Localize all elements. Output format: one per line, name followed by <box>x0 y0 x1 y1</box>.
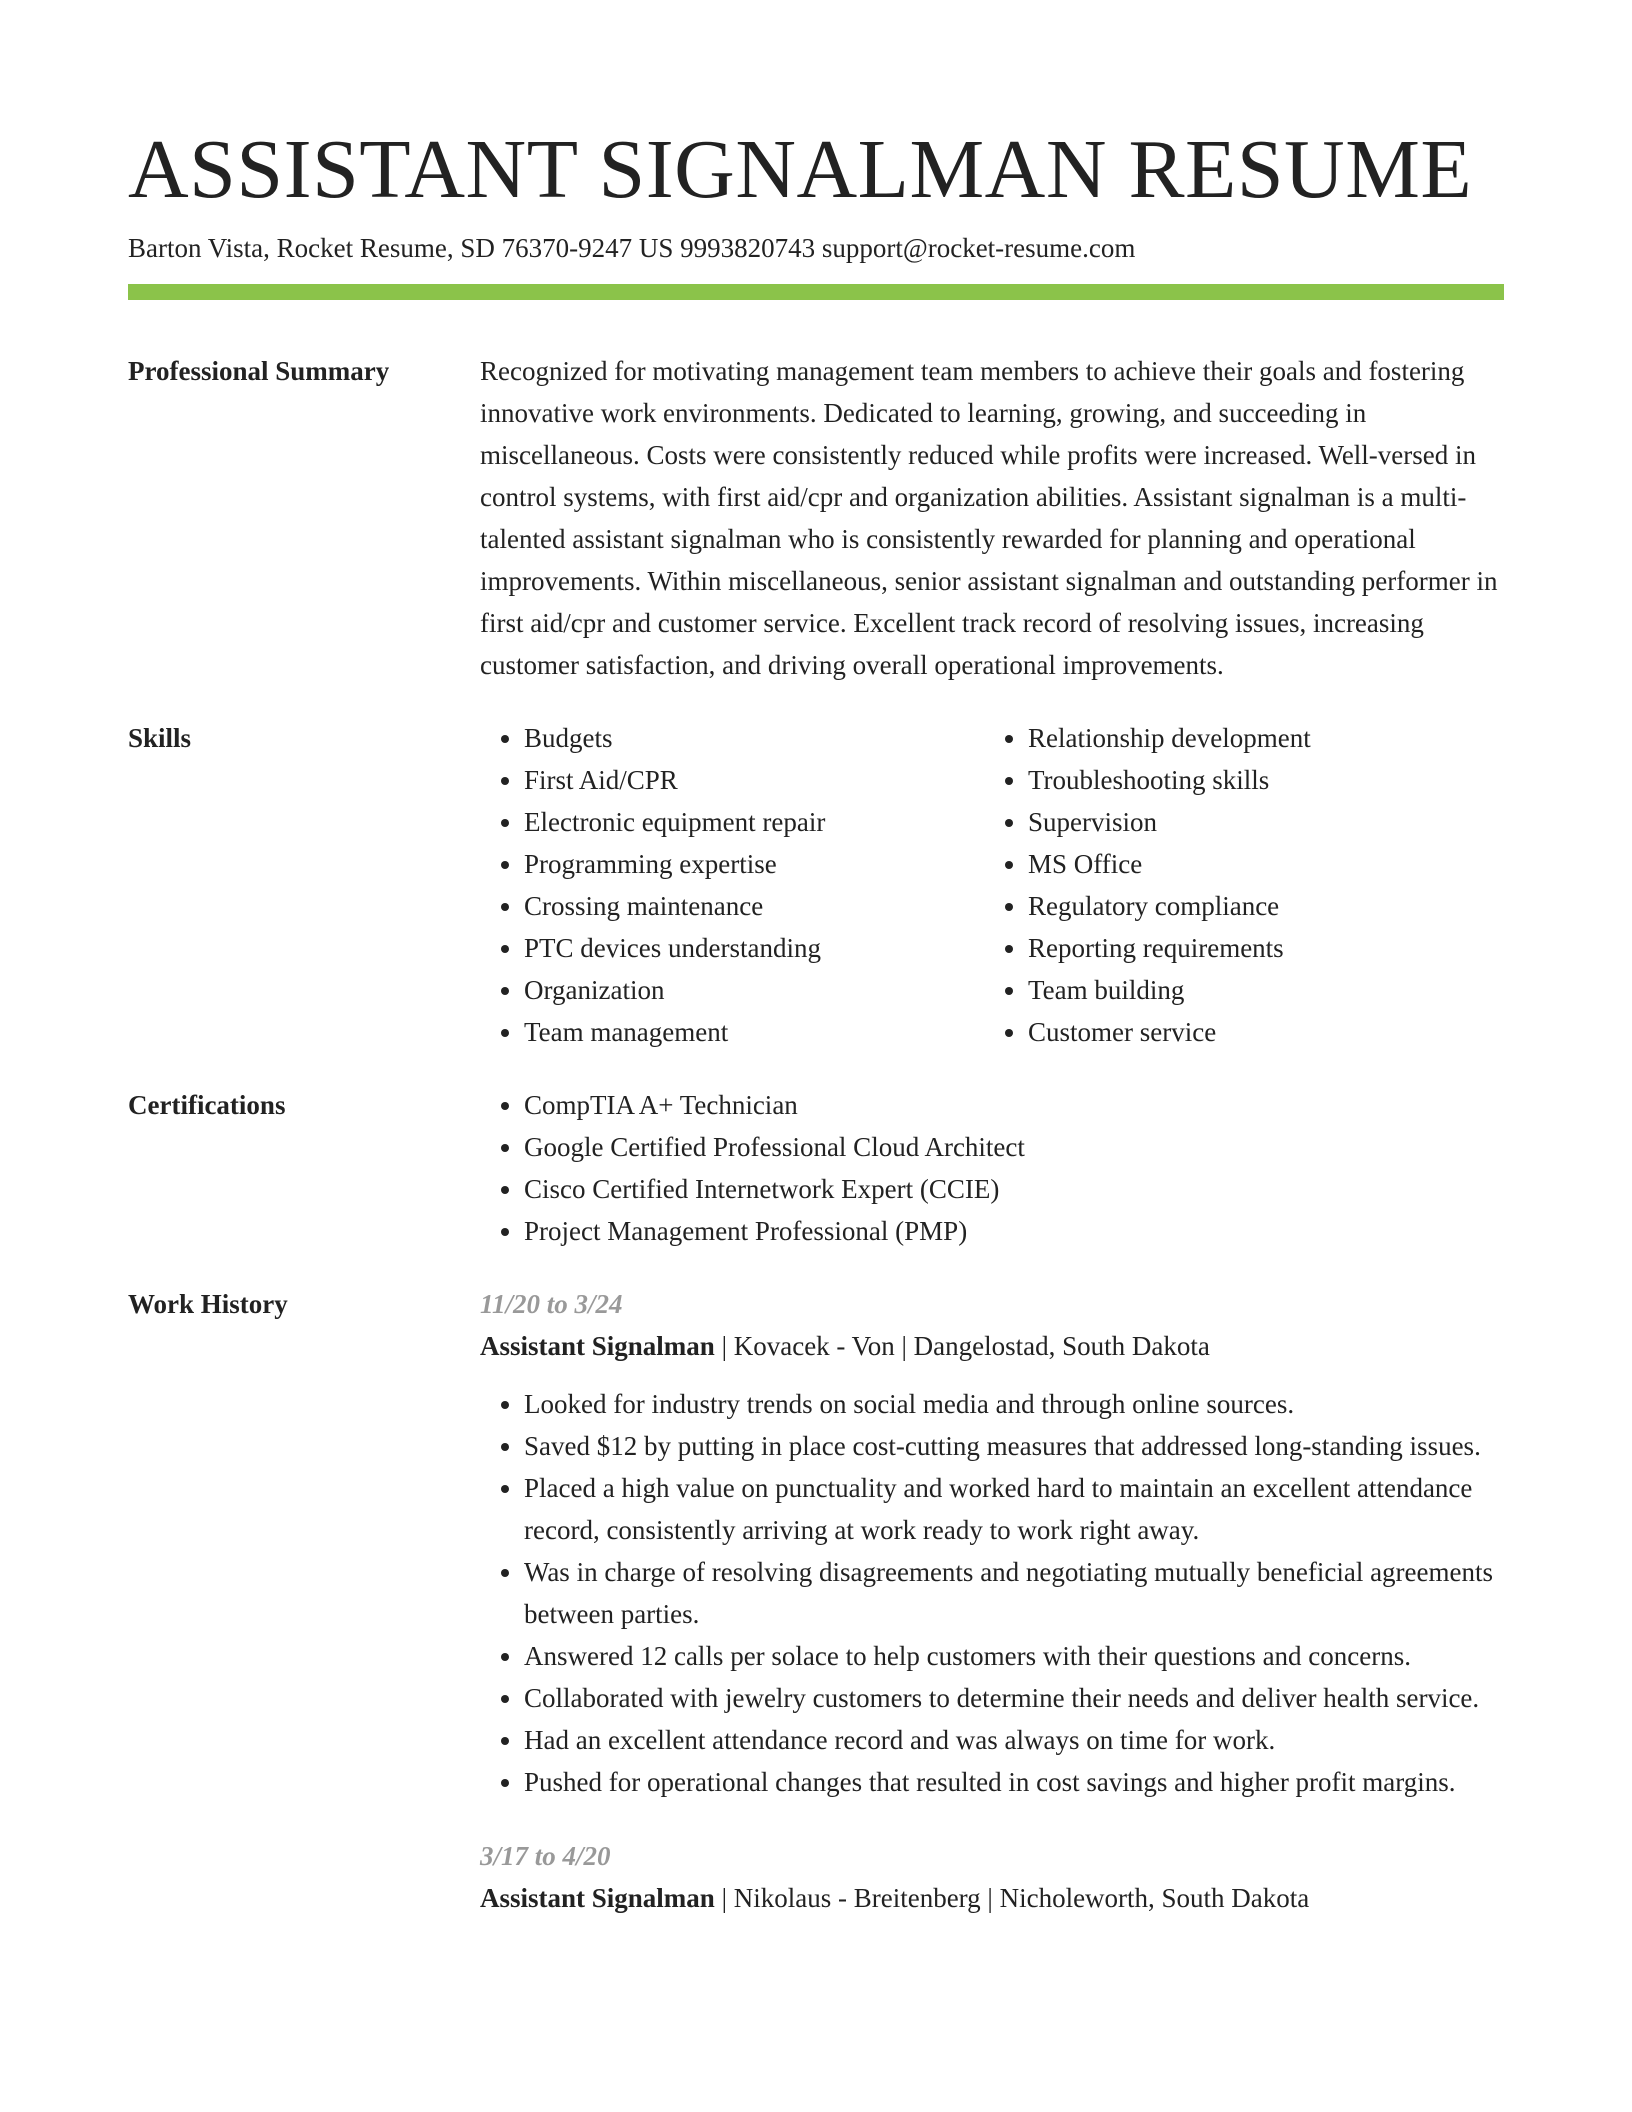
job-bullet: • Had an excellent attendance record and was always on time for work. <box>524 1719 1504 1761</box>
job-bullet: • Pushed for operational changes that resulted in cost savings and higher profit margins. <box>524 1761 1504 1803</box>
job-heading <box>480 1325 1504 1367</box>
job-details: | Kovacek - Von | Dangelostad, South Dakota <box>714 1331 1210 1361</box>
job-bullet: • Saved $12 by putting in place cost-cutting measures that addressed long-standing issues. <box>524 1425 1504 1467</box>
certification-item: • Cisco Certified Internetwork Expert (CCIE) <box>524 1168 1504 1210</box>
work-history-body <box>480 1283 1504 1919</box>
skill-item: • Electronic equipment repair <box>524 801 984 843</box>
job-dates: 3/17 to 4/20 <box>480 1841 611 1871</box>
professional-summary-section <box>128 350 1504 686</box>
skill-item: • PTC devices understanding <box>524 927 984 969</box>
certifications-body <box>480 1084 1504 1252</box>
skill-item: • Organization <box>524 969 984 1011</box>
section-label: Work History <box>128 1289 288 1319</box>
skill-item: • Programming expertise <box>524 843 984 885</box>
work-history-section <box>128 1283 1504 1919</box>
job-dates: 11/20 to 3/24 <box>480 1289 623 1319</box>
job-details: | Nikolaus - Breitenberg | Nicholeworth, South Dakota <box>714 1883 1310 1913</box>
contact-line: Barton Vista, Rocket Resume, SD 76370-9247 US 9993820743 support@rocket-resume.com <box>128 233 1136 263</box>
certification-item: • Project Management Professional (PMP) <box>524 1210 1504 1252</box>
skill-item: • First Aid/CPR <box>524 759 984 801</box>
skill-item: • Customer service <box>1028 1011 1488 1053</box>
job-bullet: • Placed a high value on punctuality and worked hard to maintain an excellent attendance record, consistently arriving at work ready to work right away. <box>524 1467 1504 1551</box>
job-entry <box>480 1283 1504 1803</box>
job-title: Assistant Signalman <box>480 1883 715 1913</box>
skill-item: • Relationship development <box>1028 717 1488 759</box>
section-label: Certifications <box>128 1090 286 1120</box>
job-bullet: • Looked for industry trends on social media and through online sources. <box>524 1383 1504 1425</box>
header-divider <box>128 284 1504 300</box>
skill-item: • Supervision <box>1028 801 1488 843</box>
skill-item: • Budgets <box>524 717 984 759</box>
skills-list-right <box>984 717 1488 1053</box>
job-heading <box>480 1877 1504 1919</box>
skill-item: • Reporting requirements <box>1028 927 1488 969</box>
certifications-list <box>480 1084 1504 1252</box>
skill-item: • Regulatory compliance <box>1028 885 1488 927</box>
section-label: Skills <box>128 723 192 753</box>
resume-page <box>128 120 1504 1919</box>
section-label: Professional Summary <box>128 356 390 386</box>
resume-title: ASSISTANT SIGNALMAN RESUME <box>128 123 1473 216</box>
job-bullets <box>480 1383 1504 1803</box>
skills-columns <box>480 717 1504 1053</box>
job-bullet: • Answered 12 calls per solace to help customers with their questions and concerns. <box>524 1635 1504 1677</box>
skill-item: • MS Office <box>1028 843 1488 885</box>
job-entry <box>480 1835 1504 1919</box>
job-bullet: • Was in charge of resolving disagreements and negotiating mutually beneficial agreements between parties. <box>524 1551 1504 1635</box>
certifications-section <box>128 1084 1504 1252</box>
job-title: Assistant Signalman <box>480 1331 715 1361</box>
job-bullet: • Collaborated with jewelry customers to determine their needs and deliver health service. <box>524 1677 1504 1719</box>
skill-item: • Troubleshooting skills <box>1028 759 1488 801</box>
skill-item: • Team building <box>1028 969 1488 1011</box>
skills-list-left <box>480 717 984 1053</box>
summary-text: Recognized for motivating management team members to achieve their goals and fostering innovative work environments. Dedicated to learning, growing, and succeeding in miscellaneous. Costs were consistently reduced while profits were increased. Well-versed in control systems, with first aid/cpr and organization abilities. Assistant signalman is a multi-talented assistant signalman who is consistently rewarded for planning and operational improvements. Within miscellaneous, senior assistant signalman and outstanding performer in first aid/cpr and customer service. Excellent track record of resolving issues, increasing customer satisfaction, and driving overall operational improvements. <box>480 356 1498 680</box>
skill-item: • Team management <box>524 1011 984 1053</box>
certification-item: • Google Certified Professional Cloud Architect <box>524 1126 1504 1168</box>
certification-item: • CompTIA A+ Technician <box>524 1084 1504 1126</box>
skill-item: • Crossing maintenance <box>524 885 984 927</box>
skills-section <box>128 717 1504 1053</box>
